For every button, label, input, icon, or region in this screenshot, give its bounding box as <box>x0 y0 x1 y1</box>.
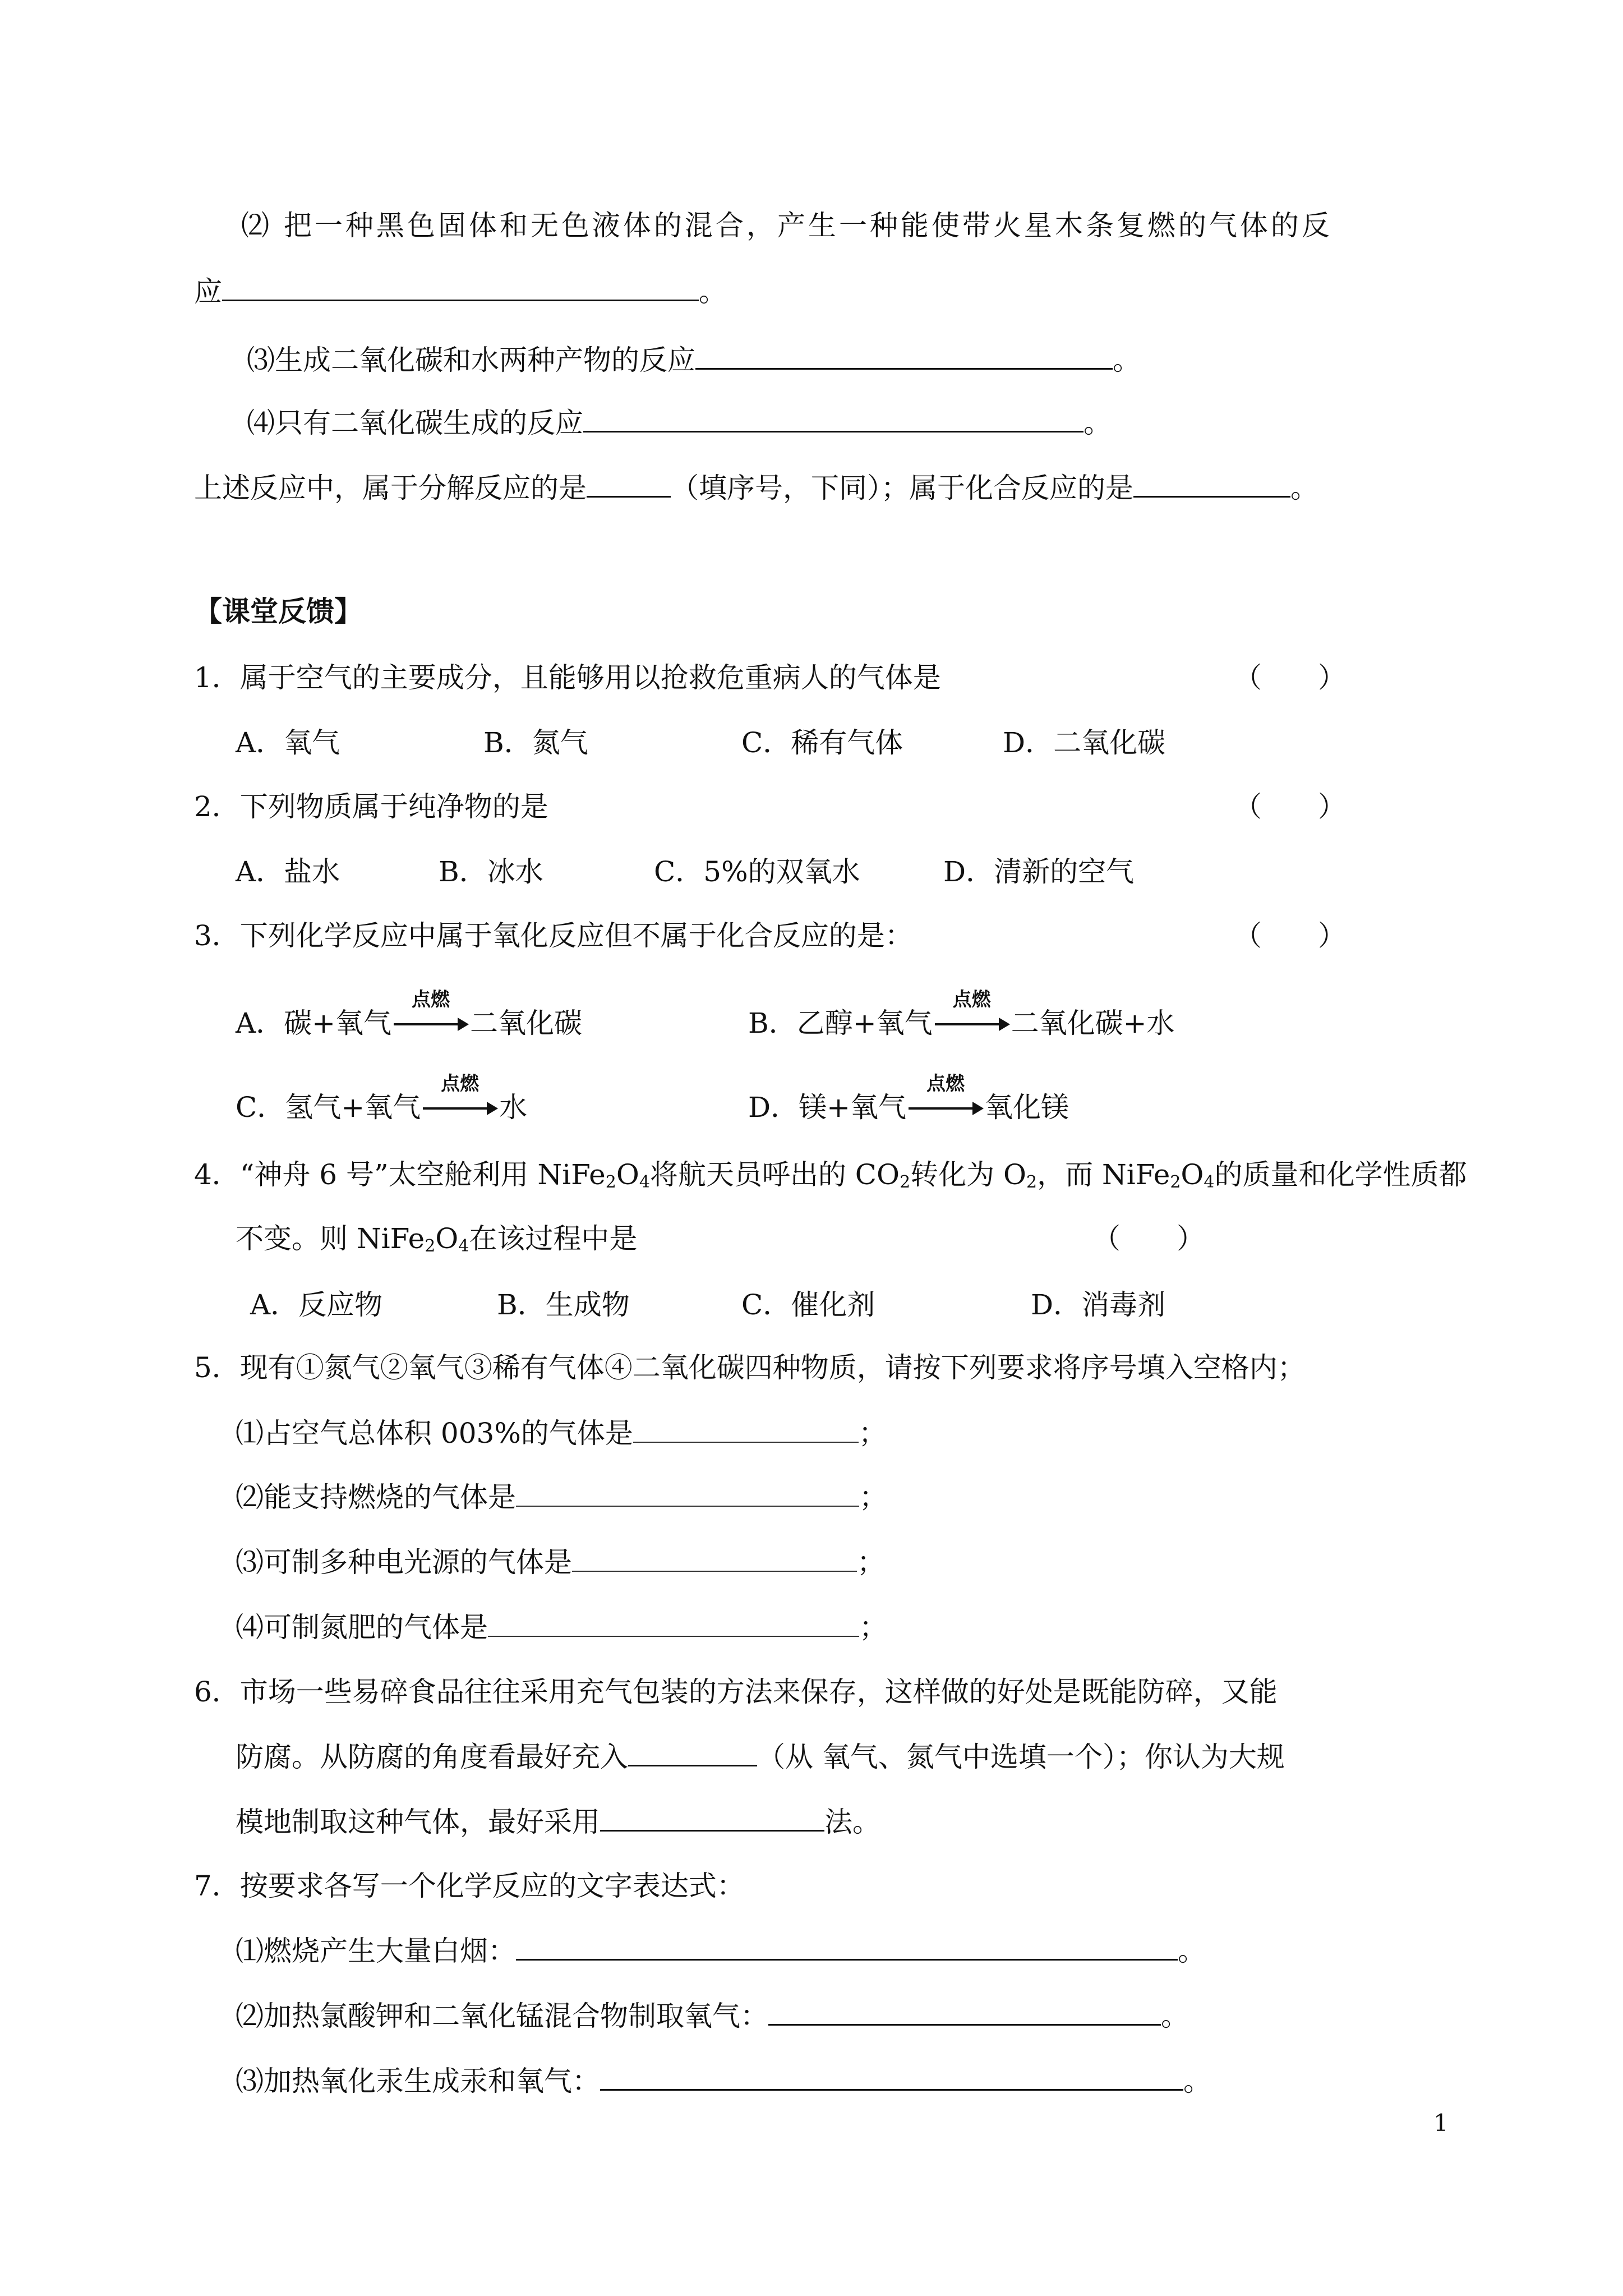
answer-blank[interactable] <box>633 1415 859 1443</box>
option-d[interactable]: D．二氧化碳 <box>1003 726 1166 759</box>
answer-paren[interactable]: （ ） <box>1092 1222 1205 1255</box>
reaction-arrow-icon: 点燃 <box>391 1005 470 1041</box>
answer-blank[interactable] <box>600 1803 824 1832</box>
question-6-line2: 防腐。从防腐的角度看最好充入 （从 氧气、氮气中选填一个）；你认为大规 <box>236 1738 1285 1775</box>
pre-question-2-line2: 应 。 <box>194 273 727 310</box>
question-3-stem: 3．下列化学反应中属于氧化反应但不属于化合反应的是： <box>194 919 913 952</box>
option-c[interactable]: C．稀有气体 <box>741 726 903 759</box>
option-d[interactable]: D．镁+氧气 点燃 氧化镁 <box>748 1089 1069 1125</box>
pre-question-3: ⑶生成二氧化碳和水两种产物的反应 。 <box>247 341 1141 378</box>
option-a[interactable]: A．碳+氧气 点燃 二氧化碳 <box>236 1005 582 1041</box>
pre-question-2-line1: ⑵ 把一种黑色固体和无色液体的混合，产生一种能使带火星木条复燃的气体的反 <box>241 209 1332 242</box>
question-2-stem: 2．下列物质属于纯净物的是 <box>194 790 548 823</box>
option-b[interactable]: B．生成物 <box>497 1289 630 1321</box>
option-a[interactable]: A．氧气 <box>236 726 340 759</box>
answer-blank[interactable] <box>695 341 1113 370</box>
option-d[interactable]: D．清新的空气 <box>943 855 1135 888</box>
pre-question-4: ⑷只有二氧化碳生成的反应 。 <box>247 404 1112 441</box>
question-6-line3: 模地制取这种气体，最好采用 法。 <box>236 1803 880 1840</box>
question-7-part-2: ⑵加热氯酸钾和二氧化锰混合物制取氧气： 。 <box>236 1997 1189 2034</box>
option-c[interactable]: C．氢气+氧气 点燃 水 <box>236 1089 527 1125</box>
reaction-arrow-icon: 点燃 <box>421 1089 499 1125</box>
question-4-stem-line1: 4．“神舟 6 号”太空舱利用 $NiFe_2O_4$将航天员呼出的 $CO_2$转化为 $O_2$，而 $NiFe_2O_4$的质量和化学性质都 <box>194 1158 1467 1192</box>
answer-blank[interactable] <box>488 1609 859 1637</box>
option-a[interactable]: A．盐水 <box>236 855 340 888</box>
answer-blank[interactable] <box>1133 469 1290 498</box>
question-5-part-3: ⑶可制多种电光源的气体是 ； <box>236 1544 885 1580</box>
reaction-arrow-icon: 点燃 <box>906 1089 985 1125</box>
option-b[interactable]: B．冰水 <box>439 855 543 888</box>
question-7-part-3: ⑶加热氧化汞生成汞和氧气： 。 <box>236 2062 1211 2099</box>
answer-blank[interactable] <box>587 469 671 498</box>
question-1-stem: 1．属于空气的主要成分，且能够用以抢救危重病人的气体是 <box>194 661 941 694</box>
question-5-part-1: ⑴占空气总体积 003%的气体是 ； <box>236 1415 887 1451</box>
question-4-stem-line2: 不变。则 $NiFe_2O_4$在该过程中是 <box>236 1222 638 1256</box>
option-b[interactable]: B．乙醇+氧气 点燃 二氧化碳+水 <box>748 1005 1175 1041</box>
option-a[interactable]: A．反应物 <box>250 1289 383 1321</box>
answer-paren[interactable]: （ ） <box>1234 919 1346 952</box>
option-c[interactable]: C．催化剂 <box>741 1289 875 1321</box>
answer-blank[interactable] <box>222 273 699 301</box>
question-5-part-4: ⑷可制氮肥的气体是 ； <box>236 1609 887 1645</box>
answer-paren[interactable]: （ ） <box>1234 790 1346 823</box>
answer-blank[interactable] <box>572 1544 857 1572</box>
section-title: 【课堂反馈】 <box>194 595 362 628</box>
question-7-part-1: ⑴燃烧产生大量白烟： 。 <box>236 1932 1206 1969</box>
answer-blank[interactable] <box>516 1932 1178 1961</box>
answer-paren[interactable]: （ ） <box>1234 661 1346 694</box>
answer-blank[interactable] <box>768 1997 1161 2026</box>
question-5-stem: 5．现有①氮气②氧气③稀有气体④二氧化碳四种物质，请按下列要求将序号填入空格内； <box>194 1351 1306 1384</box>
option-d[interactable]: D．消毒剂 <box>1031 1289 1166 1321</box>
question-6-line1: 6．市场一些易碎食品往往采用充气包装的方法来保存，这样做的好处是既能防碎，又能 <box>194 1676 1278 1708</box>
answer-blank[interactable] <box>516 1479 859 1507</box>
answer-blank[interactable] <box>600 2062 1183 2091</box>
answer-blank[interactable] <box>628 1738 757 1766</box>
option-b[interactable]: B．氮气 <box>483 726 588 759</box>
answer-blank[interactable] <box>583 404 1083 432</box>
page-number: 1 <box>1433 2109 1449 2137</box>
pre-summary-line: 上述反应中，属于分解反应的是 （填序号，下同）；属于化合反应的是 。 <box>194 469 1318 506</box>
question-7-stem: 7．按要求各写一个化学反应的文字表达式： <box>194 1870 745 1902</box>
question-5-part-2: ⑵能支持燃烧的气体是 ； <box>236 1479 887 1515</box>
reaction-arrow-icon: 点燃 <box>933 1005 1011 1041</box>
option-c[interactable]: C．5%的双氧水 <box>654 855 860 888</box>
